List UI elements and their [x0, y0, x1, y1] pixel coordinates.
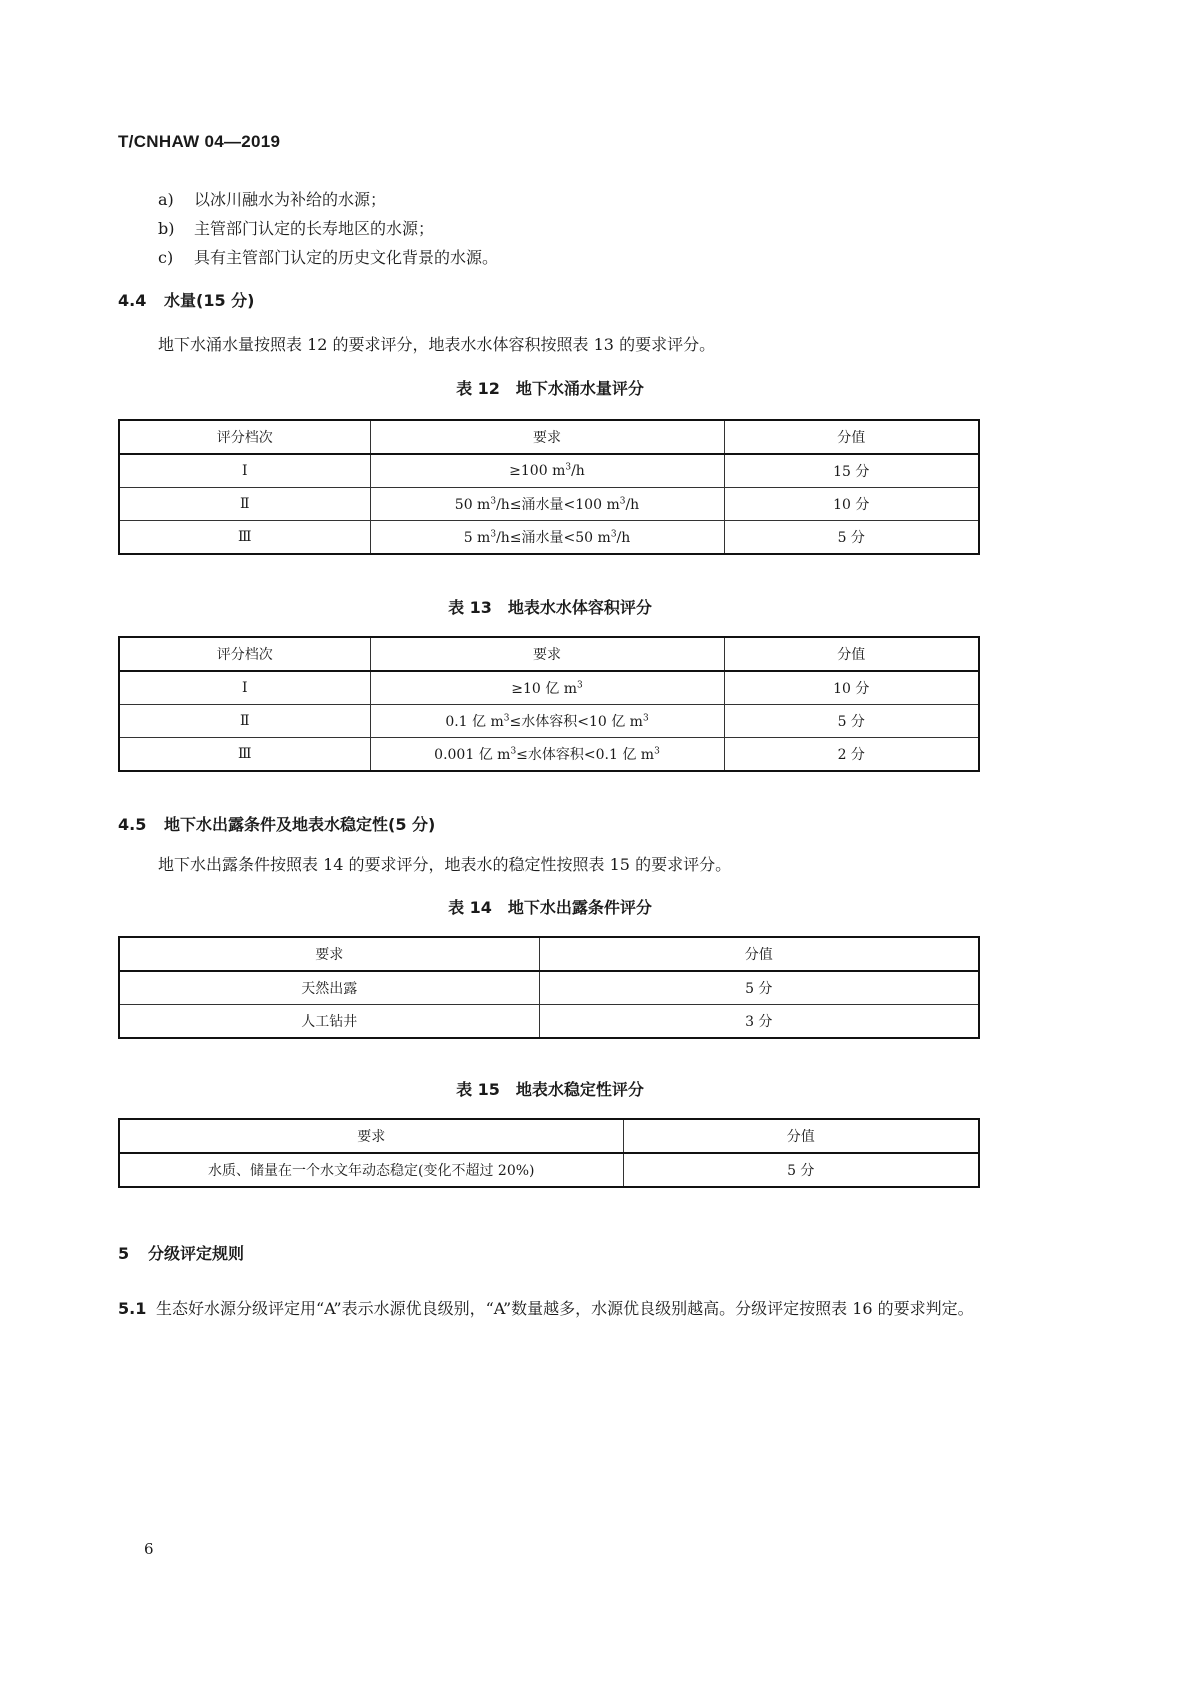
score-cell: 5 分: [623, 1153, 979, 1187]
section-heading-4-5: [118, 812, 435, 835]
table-13: [118, 636, 980, 772]
requirement-cell: 天然出露: [119, 971, 539, 1005]
section-text: 生态好水源分级评定用“A”表示水源优良级别，“A”数量越多，水源优良级别越高。分级评定按照表 16 的要求判定。: [156, 1299, 974, 1318]
grade-cell: Ⅲ: [119, 521, 370, 555]
requirement-cell: ≥100 $m^3/h$: [370, 454, 724, 488]
score-cell: 2 分: [724, 738, 979, 772]
table-header-row: [119, 1119, 979, 1153]
score-cell: 5 分: [724, 705, 979, 738]
table-row: [119, 671, 979, 705]
section-number: 5.1: [118, 1299, 147, 1318]
table-row: [119, 971, 979, 1005]
section-heading-5: [118, 1241, 244, 1264]
section-heading-4-4: [118, 288, 254, 311]
section-number: 4.5: [118, 815, 147, 834]
table-14: [118, 936, 980, 1039]
table-header-row: [119, 420, 979, 454]
column-header: 分值: [724, 420, 979, 454]
score-cell: 15 分: [724, 454, 979, 488]
list-label: a): [158, 190, 174, 209]
requirement-cell: 5 $m^3/h\le$涌水量<50 $m^3/h$: [370, 521, 724, 555]
column-header: 评分档次: [119, 420, 370, 454]
table-row: [119, 454, 979, 488]
requirement-cell: 人工钻井: [119, 1005, 539, 1039]
grade-cell: Ⅲ: [119, 738, 370, 772]
list-item: [158, 187, 386, 210]
table-row: [119, 1153, 979, 1187]
table-row: [119, 705, 979, 738]
list-text: 具有主管部门认定的历史文化背景的水源。: [194, 248, 499, 267]
column-header: 分值: [539, 937, 979, 971]
list-label: b): [158, 219, 175, 238]
section-title: 分级评定规则: [148, 1244, 245, 1263]
table-row: [119, 738, 979, 772]
table-row: [119, 1005, 979, 1039]
column-header: 要求: [119, 1119, 623, 1153]
grade-cell: Ⅱ: [119, 705, 370, 738]
section-5-1-paragraph: [118, 1292, 978, 1325]
section-paragraph: 地下水出露条件按照表 14 的要求评分，地表水的稳定性按照表 15 的要求评分。: [158, 855, 732, 874]
score-cell: 10 分: [724, 671, 979, 705]
grade-cell: Ⅰ: [119, 454, 370, 488]
list-text: 以冰川融水为补给的水源；: [194, 190, 387, 209]
table-header-row: [119, 637, 979, 671]
table-caption: 表 14 地下水出露条件评分: [448, 898, 652, 917]
requirement-cell: 0.1 亿 $m^3\le$水体容积<10 亿 $m^3$: [370, 705, 724, 738]
table-caption: 表 15 地表水稳定性评分: [456, 1080, 644, 1099]
score-cell: 3 分: [539, 1005, 979, 1039]
grade-cell: Ⅱ: [119, 488, 370, 521]
score-cell: 5 分: [724, 521, 979, 555]
column-header: 评分档次: [119, 637, 370, 671]
column-header: 要求: [370, 420, 724, 454]
requirement-cell: 50 $m^3/h\le$涌水量<100 $m^3/h$: [370, 488, 724, 521]
section-number: 4.4: [118, 291, 147, 310]
section-number: 5: [118, 1244, 130, 1263]
requirement-cell: 0.001 亿 $m^3\le$水体容积<0.1 亿 $m^3$: [370, 738, 724, 772]
column-header: 分值: [623, 1119, 979, 1153]
table-row: [119, 488, 979, 521]
table-12: [118, 419, 980, 555]
grade-cell: Ⅰ: [119, 671, 370, 705]
requirement-cell: ≥10 亿 $m^3$: [370, 671, 724, 705]
table-caption: 表 13 地表水水体容积评分: [448, 598, 652, 617]
list-text: 主管部门认定的长寿地区的水源；: [194, 219, 435, 238]
section-title: 地下水出露条件及地表水稳定性(5 分): [164, 815, 436, 834]
list-label: c): [158, 248, 174, 267]
column-header: 分值: [724, 637, 979, 671]
table-row: [119, 521, 979, 555]
section-paragraph: 地下水涌水量按照表 12 的要求评分，地表水水体容积按照表 13 的要求评分。: [158, 335, 716, 354]
page-number: 6: [144, 1540, 154, 1558]
requirement-cell: 水质、储量在一个水文年动态稳定(变化不超过 20%): [119, 1153, 623, 1187]
section-title: 水量(15 分): [164, 291, 255, 310]
score-cell: 10 分: [724, 488, 979, 521]
list-item: [158, 245, 498, 268]
column-header: 要求: [119, 937, 539, 971]
table-15: [118, 1118, 980, 1188]
column-header: 要求: [370, 637, 724, 671]
table-header-row: [119, 937, 979, 971]
document-code: T/CNHAW 04—2019: [118, 132, 281, 151]
list-item: [158, 216, 434, 239]
score-cell: 5 分: [539, 971, 979, 1005]
table-caption: 表 12 地下水涌水量评分: [456, 379, 644, 398]
